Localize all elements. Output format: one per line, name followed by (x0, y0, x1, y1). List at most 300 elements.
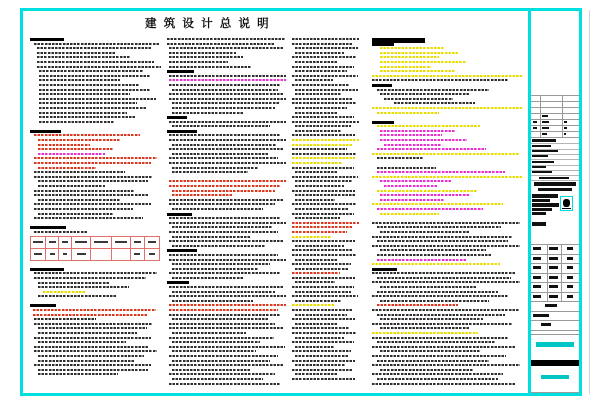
section-heading (167, 130, 197, 133)
text-line (172, 153, 268, 155)
text-line (377, 291, 499, 293)
text-line (295, 346, 334, 348)
revision-entry-text (542, 133, 547, 136)
text-line (169, 327, 282, 329)
meta-row-text (545, 304, 557, 307)
text-line (292, 341, 354, 343)
section-heading (30, 304, 56, 307)
building-spec-table (30, 236, 160, 261)
text-line (295, 180, 352, 182)
text-line (169, 323, 275, 325)
text-line (38, 153, 106, 155)
signature-text (549, 257, 558, 260)
text-line (292, 167, 354, 169)
text-line (394, 102, 475, 104)
text-line (377, 360, 489, 362)
text-line (169, 157, 277, 159)
certificate-text (532, 212, 546, 215)
text-line (377, 378, 499, 380)
signature-text (567, 247, 573, 250)
signature-text (567, 295, 573, 298)
revision-table-line (531, 131, 579, 132)
text-line (292, 38, 359, 40)
text-line (34, 208, 133, 210)
line-gap (372, 217, 528, 219)
text-line (372, 222, 520, 224)
text-line (295, 130, 341, 132)
text-line (34, 176, 154, 178)
signature-text (533, 276, 541, 279)
text-line (172, 226, 273, 228)
spec-table-cell (46, 249, 59, 260)
spec-table-cell (59, 249, 72, 260)
signature-table-line (531, 244, 579, 245)
text-line (172, 263, 270, 265)
text-line (372, 383, 516, 385)
text-line (37, 52, 115, 54)
text-line (38, 369, 149, 371)
text-line (380, 300, 489, 302)
paper-edge-line (589, 10, 590, 394)
text-line (295, 300, 341, 302)
text-line (169, 139, 286, 141)
signature-text (567, 257, 573, 260)
text-line (295, 281, 336, 283)
text-line (169, 61, 228, 63)
text-line (169, 254, 277, 256)
text-line (169, 364, 282, 366)
text-line (380, 66, 431, 68)
revision-table-line (531, 95, 579, 96)
text-line (380, 180, 452, 182)
spec-cell-text (75, 241, 87, 243)
text-line (292, 134, 355, 136)
text-line (169, 84, 280, 86)
spec-cell-text (34, 253, 43, 255)
text-line (380, 286, 477, 288)
text-line (380, 130, 455, 132)
project-info-text (532, 166, 546, 168)
signature-text (567, 285, 573, 288)
signature-text (549, 247, 558, 250)
spec-table-cell (145, 237, 159, 248)
title-block (531, 11, 579, 393)
text-line (372, 263, 500, 265)
text-line (292, 121, 359, 123)
text-line (377, 304, 458, 306)
text-line (295, 337, 344, 339)
revision-table-line (531, 119, 579, 120)
text-line (169, 121, 286, 123)
text-line (380, 199, 446, 201)
text-line (372, 107, 522, 109)
text-line (292, 116, 354, 118)
text-line (38, 185, 106, 187)
text-line (292, 350, 351, 352)
spec-cell-text (50, 253, 55, 255)
meta-row-line (531, 311, 579, 312)
text-line (169, 199, 282, 201)
line-gap (30, 125, 160, 127)
titleblock-black-band (531, 360, 579, 366)
spec-table-cell (145, 249, 159, 260)
text-line (295, 171, 337, 173)
text-line (380, 61, 466, 63)
section-heading (372, 121, 394, 124)
text-line (292, 213, 354, 215)
section-heading (30, 38, 64, 41)
text-line (372, 203, 503, 205)
text-line (377, 341, 496, 343)
text-line (380, 70, 455, 72)
text-line (295, 125, 351, 127)
text-line (372, 332, 478, 334)
text-line (384, 185, 437, 187)
text-line (292, 295, 358, 297)
text-line (372, 281, 520, 283)
text-line (172, 277, 243, 279)
text-line (172, 102, 280, 104)
text-line (172, 112, 243, 114)
text-line (292, 153, 356, 155)
text-line (38, 327, 147, 329)
certificate-text (532, 203, 559, 207)
text-line (172, 167, 258, 169)
drawing-frame (20, 8, 582, 396)
text-line (372, 75, 522, 77)
text-line (169, 337, 274, 339)
text-line (380, 249, 486, 251)
project-info-text (532, 161, 554, 163)
text-line (292, 272, 340, 274)
text-line (169, 56, 243, 58)
spec-cell-text (149, 253, 155, 255)
text-line (38, 341, 126, 343)
text-line (172, 318, 268, 320)
text-line (380, 350, 480, 352)
text-line (38, 167, 97, 169)
text-line (169, 75, 286, 77)
spec-cell-text (134, 241, 141, 243)
text-line (169, 93, 282, 95)
project-info-text (532, 155, 548, 157)
text-line (292, 304, 335, 306)
text-line (169, 203, 275, 205)
text-line (39, 98, 156, 100)
text-line (169, 346, 285, 348)
text-line (380, 47, 446, 49)
text-line (34, 203, 151, 205)
company-name-text (538, 188, 572, 191)
text-line (372, 346, 516, 348)
text-line (292, 369, 352, 371)
text-line (169, 98, 286, 100)
notes-column-1 (30, 38, 160, 378)
line-gap (30, 263, 160, 265)
text-line (34, 364, 151, 366)
text-line (34, 272, 158, 274)
text-line (292, 286, 354, 288)
text-line (39, 121, 114, 123)
text-line (34, 231, 89, 233)
text-line (172, 194, 234, 196)
text-line (38, 286, 129, 288)
text-line (292, 332, 356, 334)
text-line (172, 208, 263, 210)
text-line (169, 47, 282, 49)
text-line (34, 318, 96, 320)
text-line (292, 66, 354, 68)
text-line (377, 254, 492, 256)
text-line (292, 162, 342, 164)
text-line (172, 125, 270, 127)
revision-table-divider (562, 95, 563, 137)
text-line (380, 213, 439, 215)
text-line (372, 323, 512, 325)
text-line (377, 240, 508, 242)
text-line (39, 70, 143, 72)
text-line (169, 134, 280, 136)
text-line (292, 75, 358, 77)
section-heading (167, 281, 189, 284)
section-heading (30, 130, 61, 133)
text-line (384, 98, 453, 100)
spec-table-cell (31, 249, 46, 260)
signature-table-line (531, 301, 579, 302)
text-line (172, 144, 277, 146)
line-gap (30, 222, 160, 224)
text-line (34, 337, 151, 339)
text-line (292, 263, 351, 265)
signature-text (567, 266, 573, 269)
text-line (295, 355, 350, 357)
text-line (172, 107, 275, 109)
spec-table-cell (131, 249, 145, 260)
text-line (380, 52, 458, 54)
text-line (39, 79, 120, 81)
title-cell-line (531, 334, 579, 335)
text-line (292, 157, 355, 159)
text-line (380, 369, 474, 371)
text-line (377, 208, 483, 210)
text-line (295, 323, 337, 325)
text-line (38, 282, 110, 284)
text-line (295, 185, 344, 187)
signature-table-line (531, 273, 579, 274)
text-line (380, 134, 442, 136)
text-line (172, 378, 263, 380)
section-heading (167, 249, 197, 252)
spec-table-cell (72, 249, 91, 260)
text-line (169, 373, 275, 375)
text-line (295, 61, 337, 63)
text-line (292, 231, 347, 233)
text-line (38, 139, 121, 141)
revision-table-divider (540, 95, 541, 137)
text-line (169, 304, 286, 306)
text-line (292, 249, 352, 251)
drawing-number-cell (541, 375, 569, 379)
text-line (38, 199, 121, 201)
text-line (372, 79, 509, 81)
text-line (295, 268, 348, 270)
text-line (295, 208, 348, 210)
spec-table-cell (112, 237, 131, 248)
text-line (295, 314, 347, 316)
signature-table-line (531, 292, 579, 293)
line-gap (167, 176, 290, 178)
text-line (292, 84, 349, 86)
spec-table-cell (91, 249, 111, 260)
signature-table-divider (561, 244, 562, 301)
text-line (372, 295, 509, 297)
revision-entry-text (564, 127, 567, 130)
text-line (39, 107, 146, 109)
text-line (172, 332, 246, 334)
text-line (292, 360, 355, 362)
text-line (34, 157, 158, 159)
text-line (377, 112, 439, 114)
text-line (39, 75, 150, 77)
text-line (172, 291, 275, 293)
text-line (37, 56, 131, 58)
text-line (380, 231, 470, 233)
text-line (292, 176, 358, 178)
spec-table-cell (112, 249, 131, 260)
text-line (34, 134, 141, 136)
text-line (34, 171, 125, 173)
text-line (39, 102, 137, 104)
text-line (295, 79, 334, 81)
text-line (34, 194, 148, 196)
text-line (169, 222, 286, 224)
text-line (34, 43, 159, 45)
text-line (172, 369, 251, 371)
text-line (172, 190, 275, 192)
revision-table-line (531, 125, 579, 126)
text-line (292, 102, 356, 104)
text-line (292, 240, 355, 242)
text-line (295, 199, 336, 201)
text-line (377, 259, 467, 261)
text-line (39, 89, 150, 91)
text-line (169, 286, 282, 288)
text-line (292, 318, 355, 320)
text-line (43, 291, 85, 293)
text-line (34, 346, 148, 348)
text-line (38, 144, 90, 146)
signature-text (549, 276, 558, 279)
revision-entry-text (542, 121, 549, 124)
project-info-line (531, 180, 579, 181)
line-gap (30, 300, 160, 302)
certificate-text (532, 199, 550, 202)
text-line (39, 84, 140, 86)
text-line (295, 373, 337, 375)
company-name-text (534, 182, 576, 186)
spec-table-cell (46, 237, 59, 248)
text-line (372, 309, 519, 311)
text-line (292, 203, 356, 205)
text-line (377, 277, 511, 279)
text-line (295, 107, 347, 109)
text-line (295, 47, 358, 49)
section-heading (167, 116, 187, 119)
text-line (37, 66, 162, 68)
revision-entry-text (564, 121, 567, 124)
text-line (169, 314, 280, 316)
text-line (169, 295, 286, 297)
logo-caption-text (562, 208, 571, 210)
section-heading (167, 213, 192, 216)
text-line (34, 162, 151, 164)
spec-table-row (31, 249, 159, 260)
revision-entry-text (542, 127, 549, 130)
text-line (295, 70, 348, 72)
text-line (292, 43, 352, 45)
certificate-text (532, 222, 546, 226)
spec-table-row (31, 237, 159, 249)
signature-table-divider (547, 244, 548, 301)
text-line (295, 194, 355, 196)
signature-table-line (531, 282, 579, 283)
drawing-title-cell (536, 342, 574, 347)
text-line (34, 350, 158, 352)
revision-table-line (531, 113, 579, 114)
text-line (377, 314, 505, 316)
text-line (38, 332, 137, 334)
signature-table-line (531, 263, 579, 264)
text-line (169, 180, 286, 182)
revision-table-line (531, 137, 579, 138)
text-line (169, 162, 286, 164)
text-line (292, 236, 331, 238)
spec-cell-text (148, 241, 156, 243)
text-line (169, 148, 282, 150)
meta-row-text (533, 314, 549, 317)
text-line (292, 190, 355, 192)
text-line (38, 355, 145, 357)
text-line (169, 185, 280, 187)
text-line (169, 309, 277, 311)
signature-text (549, 266, 558, 269)
text-line (295, 364, 345, 366)
text-line (372, 337, 509, 339)
project-info-text (532, 139, 556, 141)
line-gap (372, 116, 528, 118)
text-line (38, 295, 116, 297)
spec-cell-text (94, 241, 108, 243)
text-line (292, 226, 352, 228)
project-info-text (532, 171, 552, 173)
meta-row-text (541, 323, 551, 326)
text-line (372, 236, 512, 238)
text-line (169, 217, 280, 219)
text-line (292, 378, 355, 380)
text-line (372, 373, 503, 375)
revision-table-line (531, 107, 579, 108)
text-line (372, 355, 506, 357)
text-line (292, 309, 352, 311)
text-line (372, 272, 516, 274)
text-line (380, 56, 439, 58)
text-line (33, 314, 147, 316)
text-line (292, 327, 349, 329)
sheet-title: 建 筑 设 计 总 说 明 (145, 18, 271, 30)
spec-table-cell (91, 237, 111, 248)
text-line (169, 52, 235, 54)
text-line (38, 213, 113, 215)
